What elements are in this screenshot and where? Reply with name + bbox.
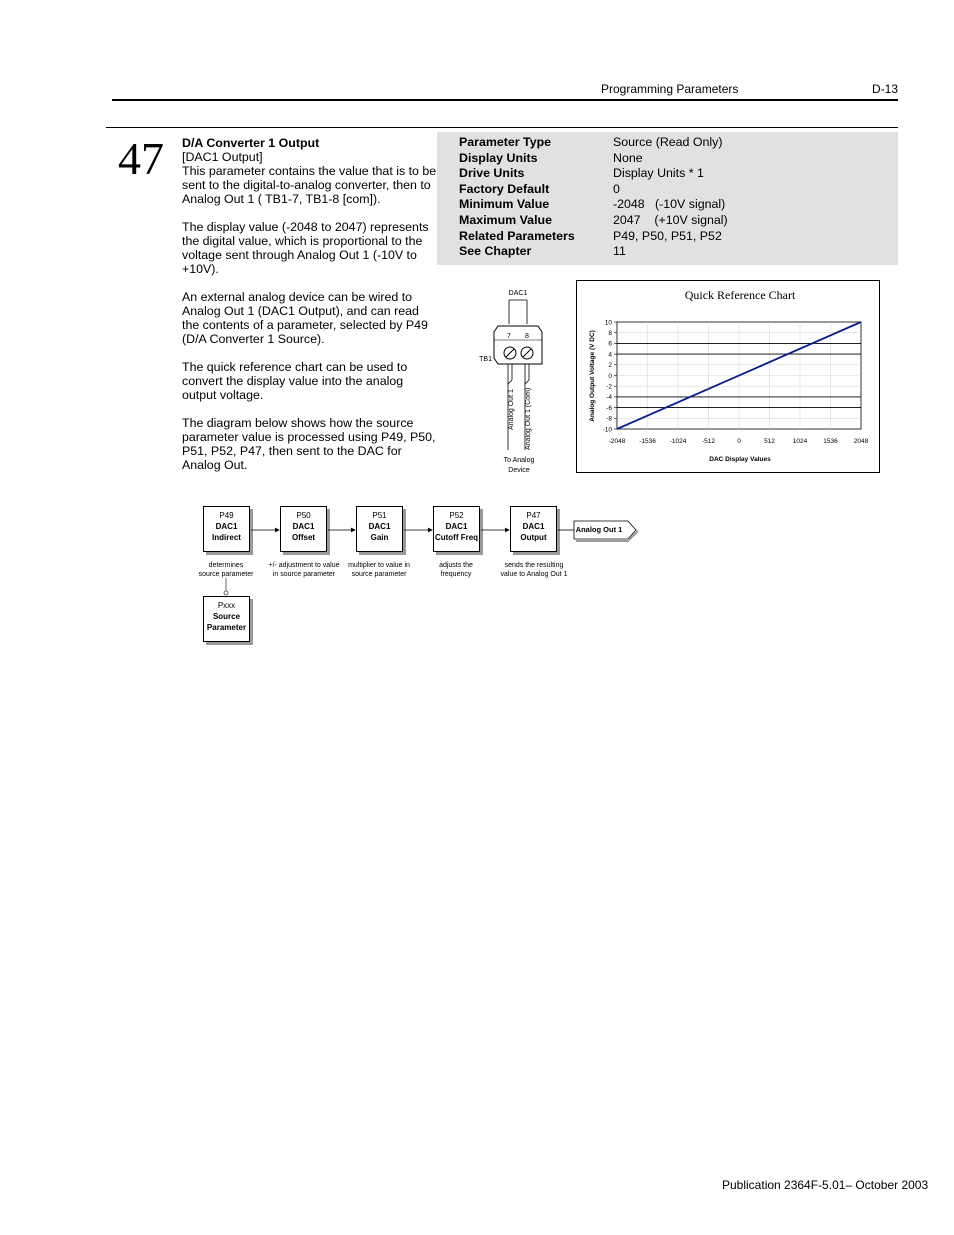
flow-box-id: P51 bbox=[372, 511, 387, 520]
flow-box-line: DAC1 bbox=[368, 522, 391, 531]
table-key: Parameter Type bbox=[459, 135, 552, 149]
x-tick-label: -1024 bbox=[669, 438, 687, 445]
flow-desc-p51 bbox=[342, 561, 416, 579]
flow-desc-p47 bbox=[496, 561, 572, 579]
x-tick-label: 2048 bbox=[853, 438, 869, 445]
y-tick-label: 2 bbox=[608, 362, 612, 370]
table-value: 2047 (+10V signal) bbox=[613, 213, 728, 227]
wire-label-analog-out: Analog Out 1 bbox=[508, 389, 515, 430]
flow-box-line: Offset bbox=[291, 533, 316, 542]
table-row bbox=[459, 182, 620, 198]
table-row bbox=[459, 213, 728, 229]
table-key: Related Parameters bbox=[459, 228, 575, 243]
y-tick-label: -10 bbox=[602, 426, 612, 434]
flow-desc-line: multiplier to value in bbox=[348, 562, 410, 569]
device-label: Device bbox=[508, 467, 530, 474]
x-axis-label: DAC Display Values bbox=[709, 456, 771, 463]
y-tick-label: 6 bbox=[608, 340, 612, 348]
flow-box-id: P47 bbox=[526, 511, 541, 520]
table-value: None bbox=[613, 150, 643, 165]
flow-desc-line: in source parameter bbox=[272, 571, 336, 578]
flow-box-line: DAC1 bbox=[445, 522, 468, 531]
flow-connectors bbox=[200, 500, 650, 600]
table-value: 0 bbox=[613, 181, 620, 196]
table-row bbox=[459, 135, 723, 151]
wire-label-analog-com: Analog Out 1 (Com) bbox=[525, 387, 532, 450]
x-tick-label: 0 bbox=[737, 438, 741, 445]
description-paragraph: The quick reference chart can be used to convert the display value into the analog output voltage. bbox=[182, 360, 408, 402]
description-paragraph: An external analog device can be wired to Analog Out 1 (DAC1 Output), and can read the contents of a parameter, selected by P49 (D/A Converter 1 Source). bbox=[182, 290, 428, 346]
x-tick-label: -1536 bbox=[639, 438, 656, 445]
table-row bbox=[459, 244, 626, 260]
y-tick-label: 10 bbox=[604, 319, 612, 327]
flow-desc-line: source parameter bbox=[198, 571, 254, 578]
dac-label: DAC1 bbox=[508, 290, 528, 297]
parameter-title: D/A Converter 1 Output bbox=[182, 136, 320, 150]
tb1-label: TB1 bbox=[479, 356, 492, 363]
flow-desc-line: source parameter bbox=[351, 571, 407, 578]
table-value: P49, P50, P51, P52 bbox=[613, 228, 722, 243]
table-key: See Chapter bbox=[459, 244, 532, 259]
table-value: 11 bbox=[613, 244, 626, 259]
x-tick-label: 1024 bbox=[792, 438, 808, 445]
table-key: Maximum Value bbox=[459, 213, 552, 227]
table-key: Drive Units bbox=[459, 166, 525, 181]
table-row bbox=[459, 151, 643, 167]
parameter-code: [DAC1 Output] bbox=[182, 150, 263, 164]
output-label: Analog Out 1 bbox=[575, 525, 623, 534]
flow-desc-p52 bbox=[422, 561, 490, 579]
flow-box-line: Source bbox=[212, 612, 241, 621]
y-tick-label: -6 bbox=[606, 404, 612, 412]
terminal-8-label: 8 bbox=[525, 333, 529, 340]
flow-box-line: Gain bbox=[370, 533, 389, 542]
chart-title: Quick Reference Chart bbox=[684, 288, 796, 302]
flow-box-line: DAC1 bbox=[215, 522, 238, 531]
flow-box-line: Output bbox=[520, 533, 547, 542]
table-value: Source (Read Only) bbox=[613, 135, 723, 149]
table-row bbox=[459, 229, 722, 245]
y-tick-label: -4 bbox=[606, 394, 612, 402]
flow-desc-line: adjusts the bbox=[439, 562, 473, 569]
flow-desc-line: determines bbox=[208, 562, 244, 569]
flow-desc-line: value to Analog Out 1 bbox=[500, 571, 568, 578]
section-rule bbox=[106, 127, 898, 128]
x-tick-label: 1536 bbox=[823, 438, 838, 445]
flow-box-line: Indirect bbox=[212, 533, 241, 542]
flow-box-line: DAC1 bbox=[292, 522, 315, 531]
publication-footer: Publication 2364F-5.01– October 2003 bbox=[722, 1178, 929, 1192]
flow-box-id: P49 bbox=[219, 511, 234, 520]
terminal-block-diagram bbox=[470, 280, 570, 480]
y-tick-label: 0 bbox=[608, 372, 612, 380]
parameter-description bbox=[182, 136, 438, 486]
quick-reference-chart bbox=[576, 280, 880, 474]
flow-desc-line: sends the resulting bbox=[504, 562, 564, 569]
x-tick-label: 512 bbox=[764, 438, 775, 445]
y-tick-label: -8 bbox=[606, 415, 612, 423]
table-value: Display Units * 1 bbox=[613, 166, 704, 181]
flow-box-line: Parameter bbox=[206, 623, 247, 632]
flow-desc-p50 bbox=[262, 561, 346, 579]
flow-box-line: Cutoff Freq bbox=[434, 533, 479, 542]
flow-box-id: Pxxx bbox=[217, 601, 236, 610]
table-key: Minimum Value bbox=[459, 197, 550, 212]
page-number: D-13 bbox=[872, 82, 899, 96]
device-label: To Analog bbox=[503, 457, 535, 464]
table-value: -2048 (-10V signal) bbox=[613, 197, 726, 212]
description-paragraph: This parameter contains the value that is to be sent to the digital-to-analog converter, then to Analog Out 1 ( TB1-7, TB1-8 [com]). bbox=[182, 164, 437, 206]
y-tick-label: 8 bbox=[608, 330, 612, 337]
x-tick-label: -2048 bbox=[608, 438, 626, 445]
parameter-number: 47 bbox=[118, 133, 164, 184]
y-axis-label: Analog Output Voltage (V DC) bbox=[589, 330, 596, 422]
flow-box-source bbox=[203, 596, 250, 642]
header-rule bbox=[112, 99, 898, 101]
parameter-table bbox=[437, 132, 898, 265]
flow-box-id: P52 bbox=[449, 511, 464, 520]
running-header-title: Programming Parameters bbox=[601, 82, 739, 96]
table-key: Factory Default bbox=[459, 181, 550, 196]
flow-desc-p49 bbox=[190, 561, 262, 579]
terminal-7-label: 7 bbox=[507, 333, 511, 340]
y-tick-label: 4 bbox=[608, 351, 612, 359]
description-paragraph: The diagram below shows how the source parameter value is processed using P49, P50, P51, P52, P47, then sent to the DAC for Analog Out. bbox=[182, 416, 436, 472]
x-tick-label: -512 bbox=[701, 438, 716, 445]
description-paragraph: The display value (-2048 to 2047) represents the digital value, which is proportional to the voltage sent through Analog Out 1 (-10V to +10V). bbox=[182, 220, 429, 276]
table-row bbox=[459, 197, 725, 213]
flow-box-id: P50 bbox=[296, 511, 311, 520]
table-row bbox=[459, 166, 704, 182]
flow-desc-line: +/- adjustment to value bbox=[268, 562, 340, 569]
y-tick-label: -2 bbox=[606, 383, 612, 391]
flow-box-line: DAC1 bbox=[522, 522, 545, 531]
table-key: Display Units bbox=[459, 150, 538, 165]
flow-desc-line: frequency bbox=[440, 571, 472, 578]
